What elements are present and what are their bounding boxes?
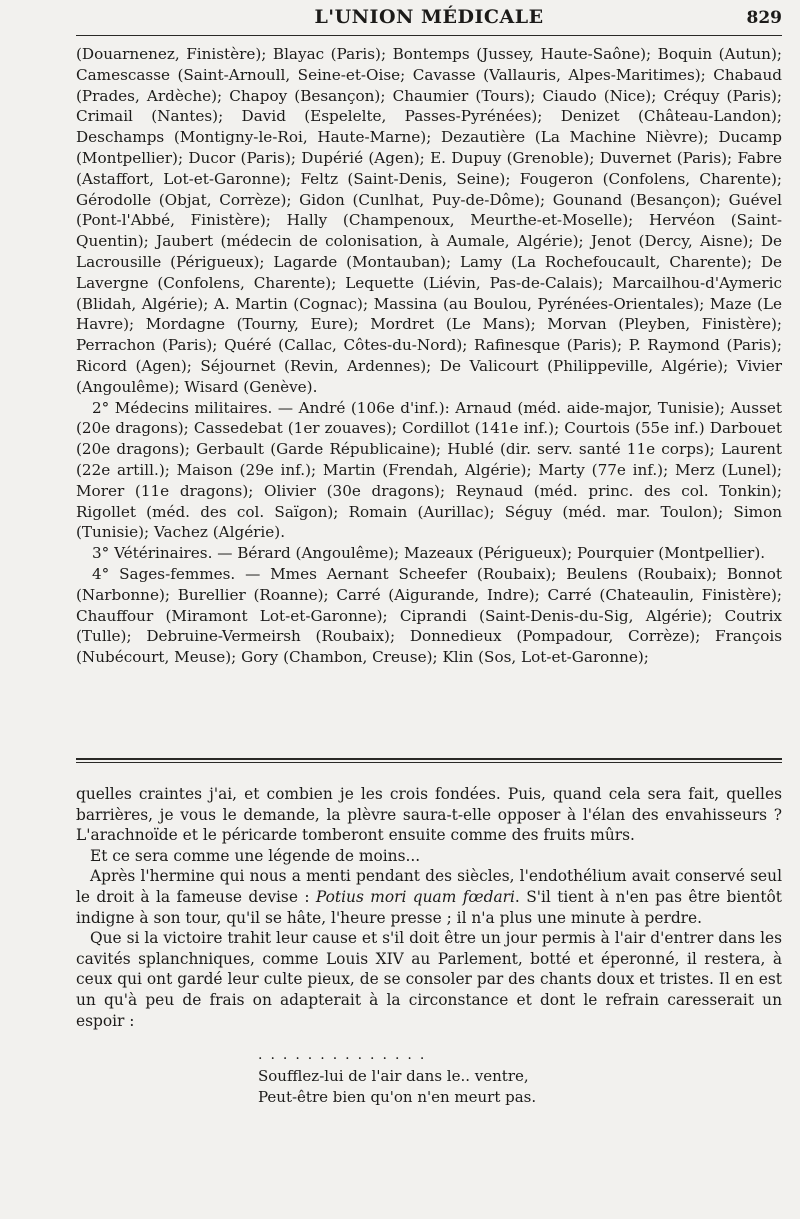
verse-line-2: Peut-être bien qu'on n'en meurt pas. xyxy=(258,1088,537,1106)
feuilleton-text xyxy=(76,784,782,1031)
prose-paragraph-3-end: . S'il tient à n'en pas être bientôt indigne à son tour, qu'il se hâte, l'heure presse ; il n'a plus une minute à perdre. xyxy=(76,887,782,927)
prose-paragraph-4: Que si la victoire trahit leur cause et s'il doit être un jour permis à l'air d'entrer dans les cavités splanchniques, comme Louis XIV au Parlement, botté et éperonné, il restera, à ceux qui ont gardé leur culte pieux, de se consoler par des chants doux et tristes. Il en est un qu'à peu de frais on adapterait à la circonstance et dont le refrain caresserait un espoir : xyxy=(76,929,782,1030)
latin-motto: Potius mori quam fœdari xyxy=(315,887,515,906)
page-number: 829 xyxy=(746,8,782,28)
divider-rule-thick xyxy=(76,758,782,760)
page-header xyxy=(76,6,782,32)
verse-quotation xyxy=(258,1048,658,1108)
section-divider xyxy=(76,758,782,764)
header-rule xyxy=(76,35,782,36)
award-list xyxy=(76,44,782,668)
verse-ellipsis-dots: .............. xyxy=(258,1047,433,1063)
list-paragraph-midwives: 4° Sages-femmes. — Mmes Aernant Scheefer (Roubaix); Beulens (Roubaix); Bonnot (Narbonne); Burellier (Roanne); Carré (Aigurande, Indre); Carré (Chateaulin, Finistère); Chauffour (Miramont Lot-et-Garonne); Ciprandi (Saint-Denis-du-Sig, Algérie); Coutrix (Tulle); Debruine-Vermeirsh (Roubaix); Donnedieux (Pompadour, Corrèze); François (Nubécourt, Meuse); Gory (Chambon, Creuse); Klin (Sos, Lot-et-Garonne); xyxy=(76,564,782,667)
prose-paragraph-3 xyxy=(76,866,782,928)
list-paragraph-civil-doctors: (Douarnenez, Finistère); Blayac (Paris); Bontemps (Jussey, Haute-Saône); Boquin (Autun); Camescasse (Saint-Arnoull, Seine-et-Oise; Cavasse (Vallauris, Alpes-Maritimes); Chabaud (Prades, Ardèche); Chapoy (Besançon); Chaumier (Tours); Ciaudo (Nice); Créquy (Paris); Crimail (Nantes); David (Espelelte, Passes-Pyrénées); Denizet (Château-Landon); Deschamps (Montigny-le-Roi, Haute-Marne); Dezautière (La Machine Nièvre); Ducamp (Montpellier); Ducor (Paris); Dupérié (Agen); E. Dupuy (Grenoble); Duvernet (Paris); Fabre (Astaffort, Lot-et-Garonne); Feltz (Saint-Denis, Seine); Fougeron (Confolens, Charente); Gérodolle (Objat, Corrèze); Gidon (Cunlhat, Puy-de-Dôme); Gounand (Besançon); Guével (Pont-l'Abbé, Finistère); Hally (Champenoux, Meurthe-et-Moselle); Hervéon (Saint-Quentin); Jaubert (médecin de colonisation, à Aumale, Algérie); Jenot (Dercy, Aisne); De Lacrousille (Périgueux); Lagarde (Montauban); Lamy (La Rochefoucault, Charente); De Lavergne (Confolens, Charente); Lequette (Liévin, Pas-de-Calais); Marcailhou-d'Aymeric (Blidah, Algérie); A. Martin (Cognac); Massina (au Boulou, Pyrénées-Orientales); Maze (Le Havre); Mordagne (Tourny, Eure); Mordret (Le Mans); Morvan (Pleyben, Finistère); Perrachon (Paris); Quéré (Callac, Côtes-du-Nord); Rafinesque (Paris); P. Raymond (Paris); Ricord (Agen); Séjournet (Revin, Ardennes); De Valicourt (Philippeville, Algérie); Vivier (Angoulême); Wisard (Genève). xyxy=(76,45,782,396)
verse-line-1: Soufflez-lui de l'air dans le.. ventre, xyxy=(258,1067,529,1085)
divider-rule-thin xyxy=(76,762,782,763)
list-paragraph-military-doctors: 2° Médecins militaires. — André (106e d'inf.): Arnaud (méd. aide-major, Tunisie); Ausset (20e dragons); Cassedebat (1er zouaves); Cordillot (141e inf.); Courtois (55e inf.) Darbouet (20e dragons); Gerbault (Garde Républicaine); Hublé (dir. serv. santé 11e corps); Laurent (22e artill.); Maison (29e inf.); Martin (Frendah, Algérie); Marty (77e inf.); Merz (Lunel); Morer (11e dragons); Olivier (30e dragons); Reynaud (méd. princ. des col. Tonkin); Rigollet (méd. des col. Saïgon); Romain (Aurillac); Séguy (méd. mar. Toulon); Simon (Tunisie); Vachez (Algérie). xyxy=(76,398,782,542)
prose-paragraph-3-start: Après l'hermine qui nous a menti pendant des siècles, l'endothélium avait conservé seul le droit à la fameuse devise : xyxy=(76,867,782,906)
prose-paragraph-1: quelles craintes j'ai, et combien je les crois fondées. Puis, quand cela sera fait, quelles barrières, je vous le demande, la plèvre saura-t-elle opposer à l'élan des envahisseurs ? L'arachnoïde et le péricarde tomberont ensuite comme des fruits mûrs. xyxy=(76,785,782,845)
prose-paragraph-2: Et ce sera comme une légende de moins... xyxy=(90,846,421,865)
running-title: L'UNION MÉDICALE xyxy=(314,6,544,28)
list-paragraph-veterinarians: 3° Vétérinaires. — Bérard (Angoulême); Mazeaux (Périgueux); Pourquier (Montpellier). xyxy=(92,544,766,563)
